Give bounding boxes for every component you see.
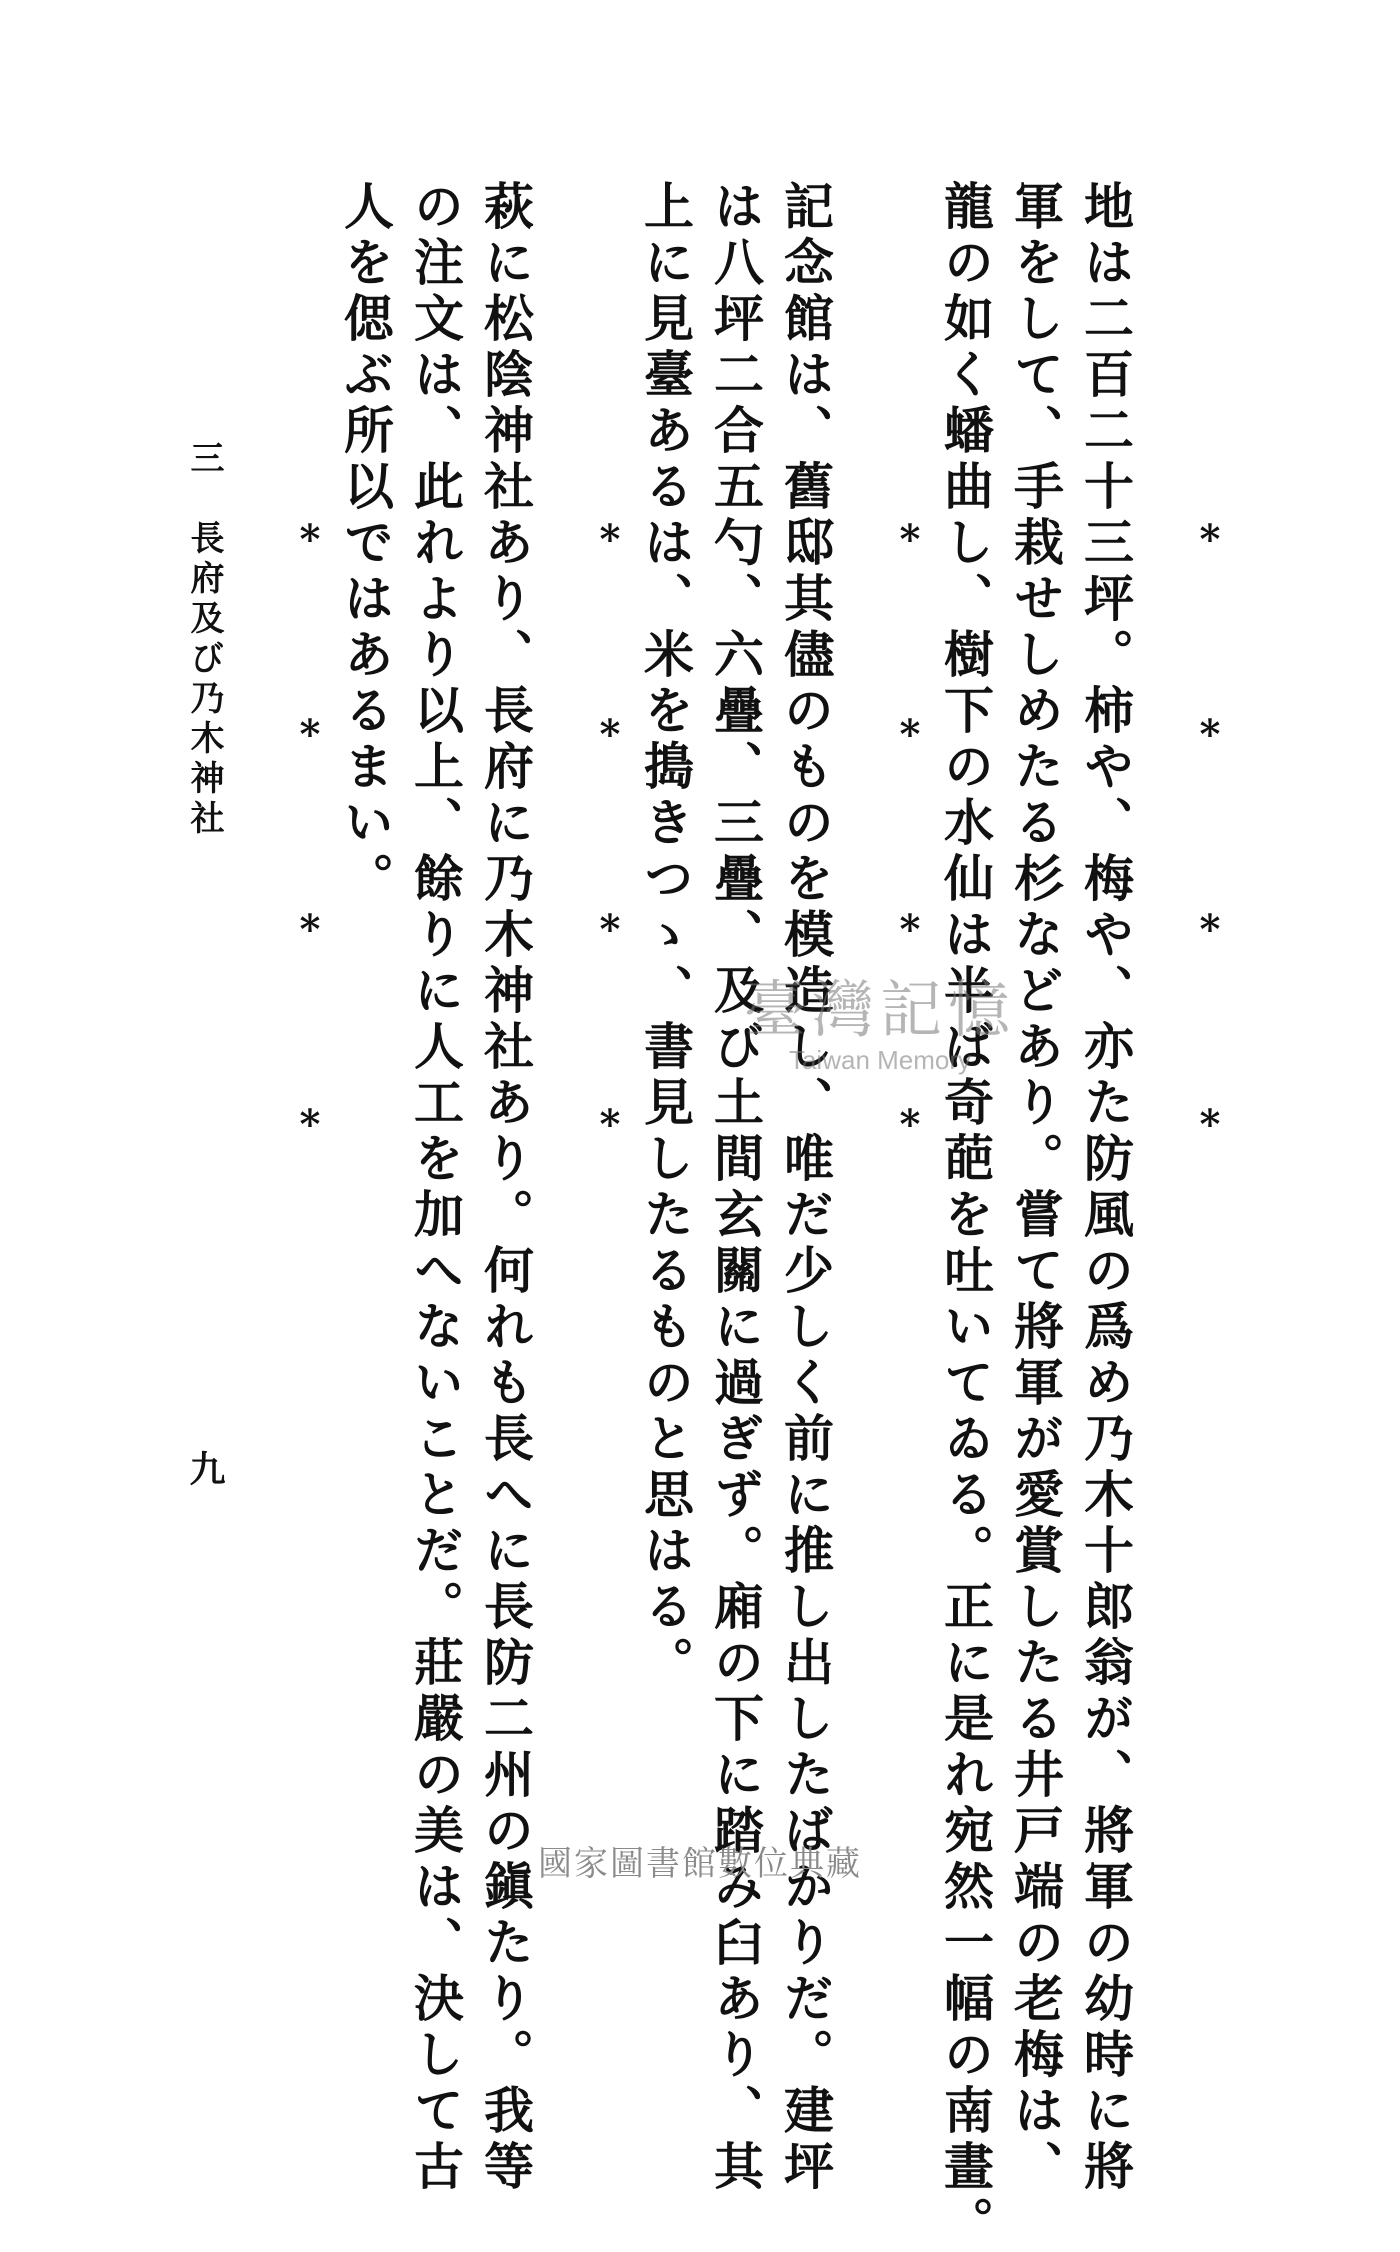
asterisk: * bbox=[1199, 906, 1221, 953]
footer-credit: 國家圖書館數位典藏 bbox=[538, 1844, 862, 1884]
chapter-header: 三 長府及び乃木神社 bbox=[184, 440, 224, 840]
asterisk: * bbox=[899, 516, 921, 563]
asterisk: * bbox=[299, 1101, 321, 1148]
asterisk: * bbox=[599, 1101, 621, 1148]
page-number: 九 bbox=[184, 1450, 226, 1486]
text-column-4: 記念館は、舊邸其儘のものを模造し、唯だ少しく前に推し出したばかりだ。建坪 bbox=[776, 180, 835, 2196]
text-column-6: 上に見臺あるは、米を搗きつゝ、書見したるものと思はる。 bbox=[636, 180, 695, 1692]
asterisk: * bbox=[299, 516, 321, 563]
asterisk: * bbox=[299, 711, 321, 758]
asterisk: * bbox=[899, 711, 921, 758]
text-column-3: 龍の如く蟠曲し、樹下の水仙は半ば奇葩を吐いてゐる。正に是れ宛然一幅の南畫。 bbox=[936, 180, 995, 2252]
asterisk: * bbox=[1199, 711, 1221, 758]
text-column-9: 人を偲ぶ所以ではあるまい。 bbox=[336, 180, 395, 908]
text-column-8: の注文は、此れより以上、餘りに人工を加へないことだ。莊嚴の美は、決して古 bbox=[406, 180, 465, 2196]
asterisk: * bbox=[299, 906, 321, 953]
asterisk: * bbox=[1199, 516, 1221, 563]
text-column-5: は八坪二合五勺、六疊、三疊、及び土間玄關に過ぎず。廂の下に踏み臼あり、其 bbox=[706, 180, 765, 2196]
watermark-subtitle: Taiwan Memory bbox=[788, 1045, 972, 1075]
text-column-2: 軍をして、手栽せしめたる杉などあり。嘗て將軍が愛賞したる井戸端の老梅は、 bbox=[1006, 180, 1065, 2196]
asterisk: * bbox=[599, 906, 621, 953]
text-column-7: 萩に松陰神社あり、長府に乃木神社あり。何れも長へに長防二州の鎭たり。我等 bbox=[476, 180, 535, 2196]
asterisk: * bbox=[1199, 1101, 1221, 1148]
asterisk: * bbox=[599, 711, 621, 758]
asterisk: * bbox=[899, 906, 921, 953]
asterisk: * bbox=[899, 1101, 921, 1148]
asterisk: * bbox=[599, 516, 621, 563]
watermark-title: 臺灣記憶 bbox=[743, 973, 1016, 1046]
text-column-1: 地は二百二十三坪。柿や、梅や、亦た防風の爲め乃木十郎翁が、將軍の幼時に將 bbox=[1076, 180, 1135, 2196]
